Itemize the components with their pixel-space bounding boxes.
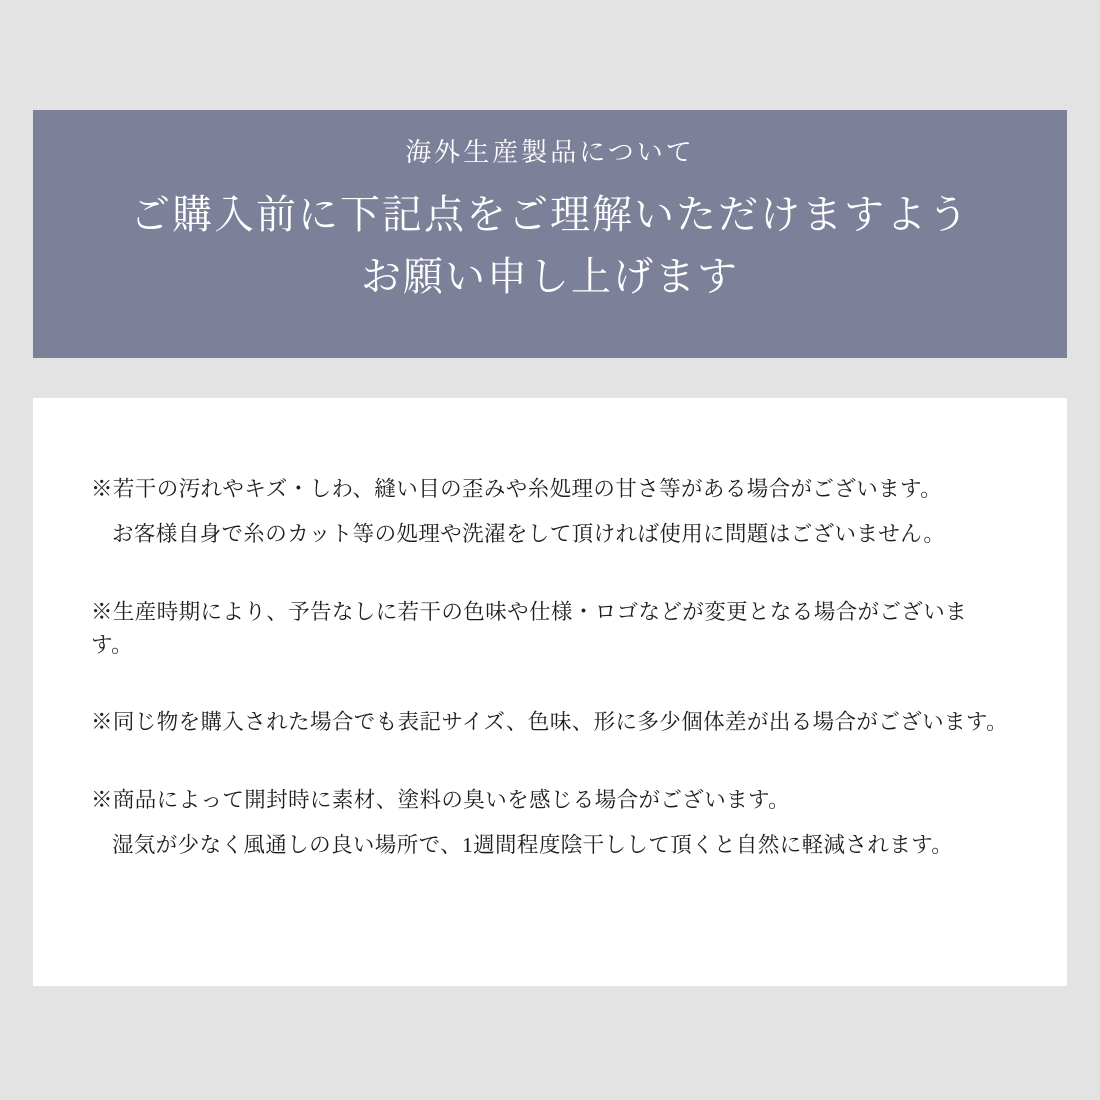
note-line-secondary: 湿気が少なく風通しの良い場所で、1週間程度陰干しして頂くと自然に軽減されます。 <box>112 832 954 857</box>
note-item <box>91 596 1009 663</box>
banner-title-line-1: ご購入前に下記点をご理解いただけますよう <box>130 192 970 237</box>
note-line-primary: ※同じ物を購入された場合でも表記サイズ、色味、形に多少個体差が出る場合がございます。 <box>91 710 1009 735</box>
note-item <box>91 473 1009 552</box>
notes-card <box>33 398 1067 986</box>
note-line-primary: ※若干の汚れやキズ・しわ、縫い目の歪みや糸処理の甘さ等がある場合がございます。 <box>91 477 943 501</box>
note-line-primary: ※生産時期により、予告なしに若干の色味や仕様・ロゴなどが変更となる場合がございます。 <box>91 599 968 657</box>
note-item <box>91 784 1009 863</box>
banner-eyebrow: 海外生産製品について <box>405 137 695 167</box>
header-banner <box>33 110 1067 358</box>
banner-title-line-2: お願い申し上げます <box>361 254 739 299</box>
note-line-primary: ※商品によって開封時に素材、塗料の臭いを感じる場合がございます。 <box>91 787 791 812</box>
note-item <box>91 706 1009 739</box>
banner-title <box>130 184 970 308</box>
note-line-secondary: お客様自身で糸のカット等の処理や洗濯をして頂ければ使用に問題はございません。 <box>112 522 946 547</box>
